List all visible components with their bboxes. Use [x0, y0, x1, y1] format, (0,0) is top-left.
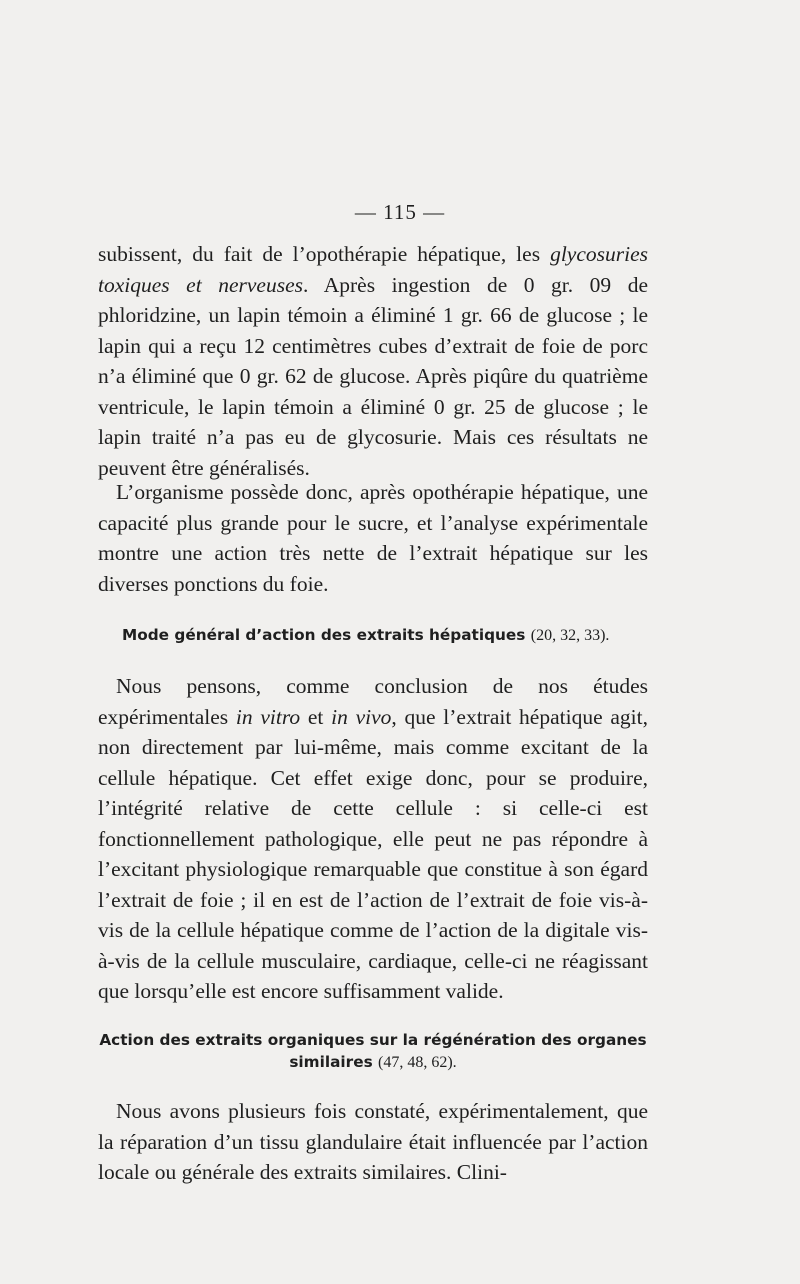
- paragraph-glycosuria: [98, 239, 648, 483]
- heading2-line1: Action des extraits organiques sur la régénération des organes: [99, 1031, 647, 1049]
- p3-text-c: , que l’extrait hépatique agit, non directement par lui-même, mais comme excitant de la cellule hépatique. Cet effet exige donc, pour se produire, l’intégrité relative de cette cellule : si celle-ci est fonctionnellement pathologique, elle peut ne pas répondre à l’excitant physiologique remarquable que constitue à son égard l’extrait de foie ; il en est de l’action de l’extrait de foie vis-à-vis de la cellule hépatique comme de l’action de la digitale vis-à-vis de la cellule musculaire, cardiaque, celle-ci ne réagissant que lorsqu’elle est encore suffisamment valide.: [98, 704, 648, 1003]
- p1-text-a: subissent, du fait de l’opothérapie hépatique, les: [98, 242, 551, 266]
- page-number: — 115 —: [354, 200, 446, 224]
- section-heading-regeneration: [98, 1029, 648, 1074]
- p1-text-b: . Après ingestion de 0 gr. 09 de phloridzine, un lapin témoin a éliminé 1 gr. 66 de glucose ; le lapin qui a reçu 12 centimètres cubes d’extrait de foie de porc n’a éliminé que 0 gr. 62 de glucose. Après piqûre du quatrième ventricule, le lapin témoin a éliminé 0 gr. 25 de glucose ; le lapin traité n’a pas eu de glycosurie. Mais ces résultats ne peuvent être généralisés.: [98, 272, 648, 480]
- heading1-refs: (20, 32, 33).: [530, 627, 610, 644]
- p4-text: Nous avons plusieurs fois constaté, expérimentalement, que la réparation d’un tissu glandulaire était influencée par l’action locale ou générale des extraits similaires. Clini-: [98, 1099, 648, 1184]
- section-heading-mode: [122, 624, 648, 647]
- heading2-refs: (47, 48, 62).: [378, 1054, 457, 1071]
- paragraph-sugar-capacity: [98, 477, 648, 599]
- p3-italic-vitro: in vitro: [235, 704, 301, 729]
- p3-text-b: et: [300, 704, 332, 729]
- heading2-line2: similaires: [289, 1053, 373, 1071]
- paragraph-conclusion: [98, 671, 648, 1007]
- p1-italic: glycosuries toxiques et nerveuses: [98, 242, 648, 297]
- p3-italic-vivo: in vivo: [331, 704, 392, 729]
- heading1-text: Mode général d’action des extraits hépatiques: [122, 626, 526, 644]
- paragraph-repair: [98, 1096, 648, 1188]
- p2-text: L’organisme possède donc, après opothérapie hépatique, une capacité plus grande pour le sucre, et l’analyse expérimentale montre une action très nette de l’extrait hépatique sur les diverses ponctions du foie.: [98, 480, 648, 596]
- p3-text-a: Nous pensons, comme conclusion de nos études expérimentales: [98, 674, 648, 729]
